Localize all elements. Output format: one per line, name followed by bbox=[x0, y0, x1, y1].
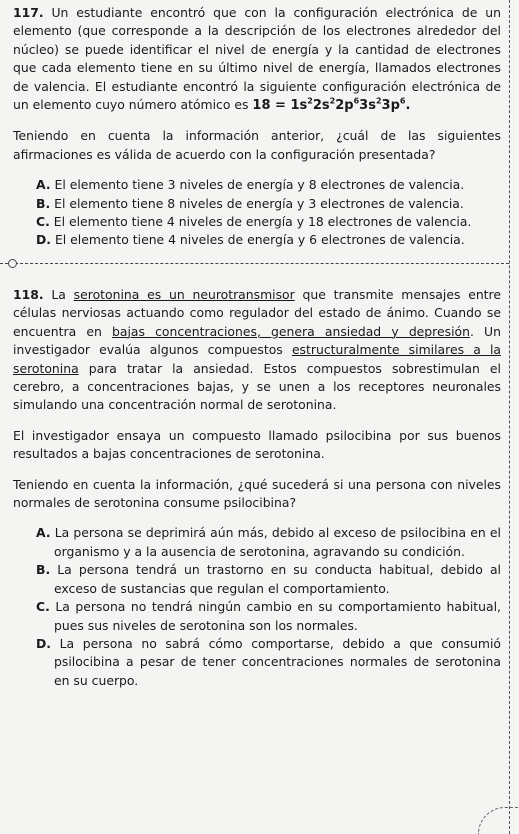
option-text: La persona no sabrá cómo comportarse, debido a que consumió psilocibina a pesar de tener concentraciones normales de serotonina en su cuerpo. bbox=[54, 635, 501, 688]
option-letter: D. bbox=[36, 635, 51, 651]
section-divider bbox=[0, 263, 509, 264]
option-text: La persona tendrá un trastorno en su conducta habitual, debido al exceso de sustancias que regulan el comportamiento. bbox=[54, 562, 501, 596]
option-text: El elemento tiene 3 niveles de energía y 8 electrones de valencia. bbox=[54, 177, 465, 193]
option-b[interactable] bbox=[36, 195, 501, 213]
underlined-text: serotonina es un neurotransmisor bbox=[73, 287, 295, 302]
option-text: La persona se deprimirá aún más, debido al exceso de psilocibina en el organismo y a la ausencia de serotonina, agravando su condición. bbox=[54, 525, 501, 559]
option-letter: A. bbox=[36, 525, 51, 541]
option-a[interactable] bbox=[36, 176, 501, 194]
option-b[interactable] bbox=[36, 561, 501, 598]
question-number: 118. bbox=[13, 287, 44, 302]
option-letter: D. bbox=[36, 232, 51, 248]
option-d[interactable] bbox=[36, 231, 501, 249]
question-118-options bbox=[13, 524, 501, 690]
corner-arc-decoration bbox=[478, 807, 519, 834]
question-118 bbox=[13, 286, 501, 690]
question-117-stem bbox=[13, 4, 501, 115]
question-117-prompt: Teniendo en cuenta la información anterior, ¿cuál de las siguientes afirmaciones es válida de acuerdo con la configuración presentada? bbox=[13, 128, 501, 162]
option-c[interactable] bbox=[36, 213, 501, 231]
question-118-stem: 118. La serotonina es un neurotransmisor que transmite mensajes entre células nerviosas actuando como regulador del estado de ánimo. Cuando se encuentra en bajas concentraciones, genera ansiedad y depresión. Un investigador evalúa algunos compuestos estructuralmente similares a la serotonina para tratar la ansiedad. Estos compuestos sobrestimulan el cerebro, a concentraciones bajas, y se unen a los receptores neuronales simulando una concentración normal de serotonina. bbox=[13, 287, 501, 413]
option-a[interactable] bbox=[36, 524, 501, 561]
question-118-context: El investigador ensaya un compuesto llamado psilocibina por sus buenos resultados a bajas concentraciones de serotonina. bbox=[13, 427, 501, 462]
question-117-text: Un estudiante encontró que con la configuración electrónica de un elemento (que corresponde a la descripción de los electrones alrededor del núcleo) se puede identificar el nivel de energía y la cantidad de electrones que cada elemento tiene en su último nivel de energía, llamados electrones de valencia. El estudiante encontró la siguiente configuración electrónica de un elemento cuyo número atómico es bbox=[13, 5, 501, 113]
option-c[interactable] bbox=[36, 598, 501, 635]
underlined-text: estructuralmente similares a la serotonina bbox=[13, 342, 501, 376]
option-text: El elemento tiene 4 niveles de energía y 6 electrones de valencia. bbox=[54, 232, 465, 248]
option-d[interactable] bbox=[36, 635, 501, 690]
question-117 bbox=[13, 4, 501, 250]
option-text: La persona no tendrá ningún cambio en su comportamiento habitual, pues sus niveles de serotonina son los normales. bbox=[54, 599, 501, 633]
option-letter: A. bbox=[36, 177, 51, 193]
question-117-options bbox=[13, 176, 501, 250]
option-letter: B. bbox=[36, 562, 51, 578]
option-text: El elemento tiene 8 niveles de energía y 3 electrones de valencia. bbox=[54, 195, 464, 211]
option-letter: C. bbox=[36, 214, 50, 230]
question-number: 117. bbox=[13, 5, 44, 20]
option-text: El elemento tiene 4 niveles de energía y 18 electrones de valencia. bbox=[53, 214, 472, 230]
electron-configuration: $18 = 1s^22s^22p^63s^23p^6$. bbox=[252, 96, 411, 114]
question-118-prompt: Teniendo en cuenta la información, ¿qué sucederá si una persona con niveles normales de serotonina consume psilocibina? bbox=[13, 476, 501, 511]
option-letter: B. bbox=[36, 195, 51, 211]
underlined-text: bajas concentraciones, genera ansiedad y depresión bbox=[111, 323, 470, 339]
column-divider bbox=[509, 0, 510, 834]
divider-dot bbox=[8, 259, 17, 268]
option-letter: C. bbox=[36, 599, 50, 615]
